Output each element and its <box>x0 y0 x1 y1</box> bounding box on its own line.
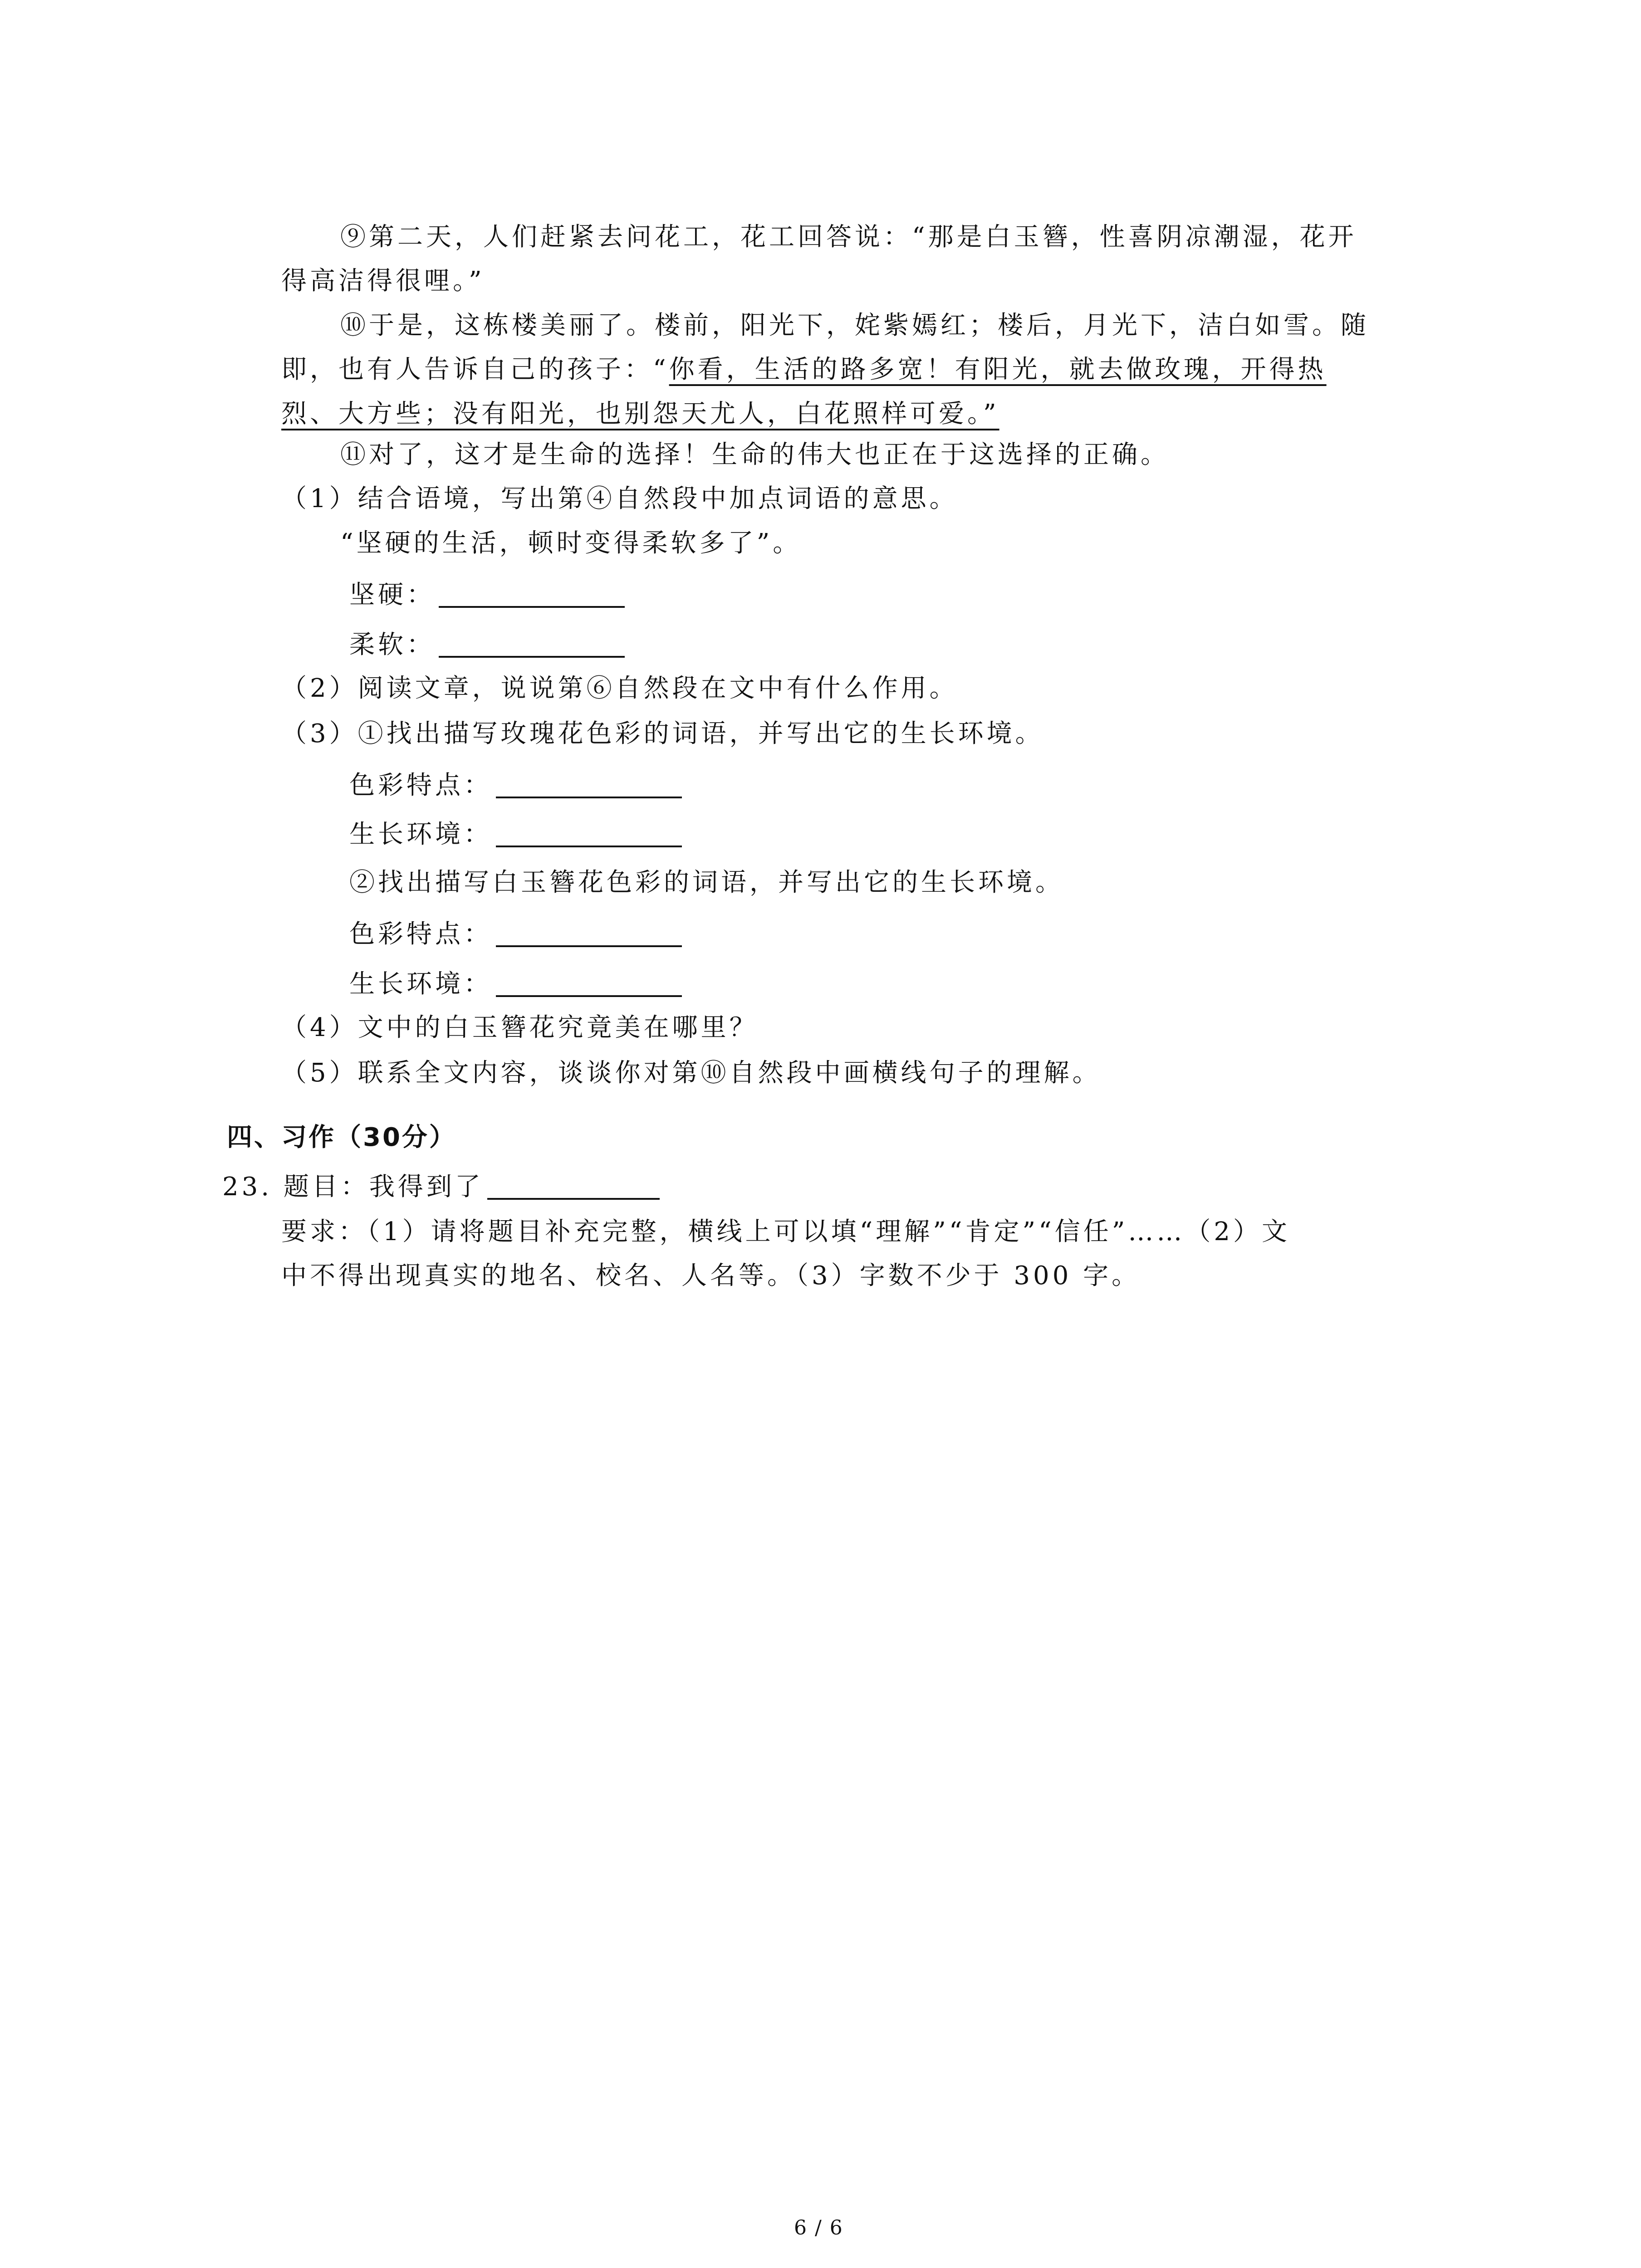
question-3-part-2: ②找出描写白玉簪花色彩的词语，并写出它的生长环境。 <box>349 868 1064 897</box>
answer-blank-rose-environment[interactable] <box>496 820 682 847</box>
question-1-answer-a <box>349 581 625 608</box>
question-1: （1）结合语境，写出第④自然段中加点词语的意思。 <box>281 484 958 513</box>
answer-blank-rouruan[interactable] <box>439 631 625 658</box>
question-1-answer-b <box>349 631 625 658</box>
question-2: （2）阅读文章，说说第⑥自然段在文中有什么作用。 <box>281 674 958 703</box>
writing-requirements-line-2: 中不得出现真实的地名、校名、人名等。（3）字数不少于 300 字。 <box>281 1261 1141 1290</box>
question-3-rose-environment <box>349 820 682 847</box>
question-3-rose-color <box>349 771 682 798</box>
section-title-writing: 四、习作（30分） <box>227 1123 456 1152</box>
underlined-sentence-part-2: 烈、大方些；没有阳光，也别怨天尤人，白花照样可爱。” <box>281 399 999 429</box>
paragraph-10-line-2-plain: 即，也有人告诉自己的孩子：“ <box>281 355 669 384</box>
page-number: 6 / 6 <box>794 2216 843 2239</box>
answer-label-rouruan: 柔软： <box>349 630 435 660</box>
paragraph-11: ⑪对了，这才是生命的选择！生命的伟大也正在于这选择的正确。 <box>340 440 1169 469</box>
writing-requirements-line-1: 要求：（1）请将题目补充完整，横线上可以填“理解”“肯定”“信任”……（2）文 <box>281 1217 1291 1246</box>
answer-label-rose-environment: 生长环境： <box>349 820 492 849</box>
question-3-jade-environment <box>349 970 682 997</box>
question-4: （4）文中的白玉簪花究竟美在哪里？ <box>281 1013 758 1042</box>
answer-label-rose-color: 色彩特点： <box>349 771 492 800</box>
answer-blank-rose-color[interactable] <box>496 771 682 798</box>
answer-label-jade-environment: 生长环境： <box>349 969 492 999</box>
answer-label-jade-color: 色彩特点： <box>349 919 492 949</box>
answer-blank-jade-environment[interactable] <box>496 970 682 997</box>
question-3-jade-color <box>349 920 682 947</box>
paragraph-9-line-1: ⑨第二天，人们赶紧去问花工，花工回答说：“那是白玉簪，性喜阴凉潮湿，花开 <box>340 222 1357 252</box>
question-23-label: 23. 题目：我得到了 <box>222 1172 484 1202</box>
underlined-sentence-part-1: 你看，生活的路多宽！有阳光，就去做玫瑰，开得热 <box>669 355 1327 384</box>
answer-blank-title[interactable] <box>487 1173 660 1200</box>
question-1-quote: “坚硬的生活，顿时变得柔软多了”。 <box>340 528 802 558</box>
paragraph-10-line-2 <box>281 357 1327 382</box>
paragraph-9-line-2: 得高洁得很哩。” <box>281 266 485 296</box>
answer-blank-jade-color[interactable] <box>496 920 682 947</box>
question-3-part-1: （3）①找出描写玫瑰花色彩的词语，并写出它的生长环境。 <box>281 719 1044 748</box>
question-23 <box>222 1173 660 1200</box>
answer-blank-jianying[interactable] <box>439 581 625 608</box>
answer-label-jianying: 坚硬： <box>349 580 435 610</box>
question-5: （5）联系全文内容，谈谈你对第⑩自然段中画横线句子的理解。 <box>281 1058 1101 1088</box>
paragraph-10-line-1: ⑩于是，这栋楼美丽了。楼前，阳光下，姹紫嫣红；楼后，月光下，洁白如雪。随 <box>340 311 1369 340</box>
